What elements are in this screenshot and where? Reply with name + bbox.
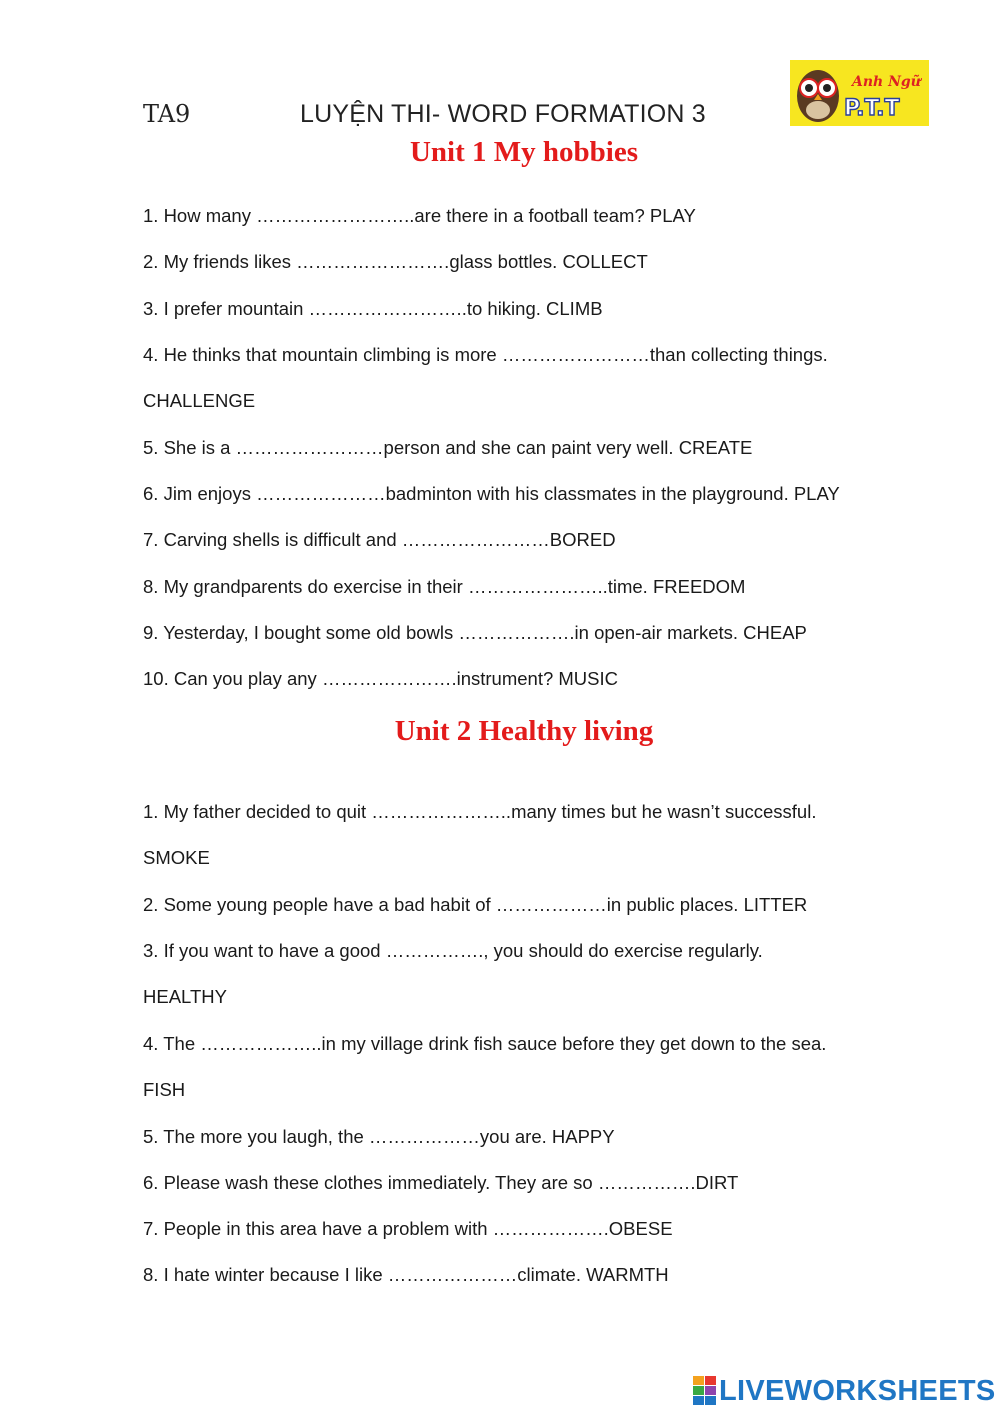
unit-2-title: Unit 2 Healthy living xyxy=(394,715,654,747)
unit-1-line: 10. Can you play any ………………….instrument? MUSIC xyxy=(143,668,618,689)
document-title: LUYỆN THI- WORD FORMATION 3 xyxy=(300,100,706,128)
unit-2-line: 3. If you want to have a good ……………., you should do exercise regularly. xyxy=(143,940,763,961)
unit-1-line: 6. Jim enjoys …………………badminton with his classmates in the playground. PLAY xyxy=(143,483,840,504)
unit-2-line: 5. The more you laugh, the ………………you are. HAPPY xyxy=(143,1126,615,1147)
owl-icon xyxy=(797,70,839,122)
logo-text-bottom: P.T.T xyxy=(844,96,900,121)
unit-2-line: 2. Some young people have a bad habit of ………………in public places. LITTER xyxy=(143,894,808,915)
unit-1-line: 8. My grandparents do exercise in their …………………..time. FREEDOM xyxy=(143,576,746,597)
unit-1-line: 5. She is a ……………………person and she can paint very well. CREATE xyxy=(143,437,753,458)
liveworksheets-icon xyxy=(693,1376,717,1406)
liveworksheets-brand[interactable] xyxy=(693,1374,996,1408)
unit-2-line: SMOKE xyxy=(143,847,210,868)
unit-1-line: CHALLENGE xyxy=(143,390,256,411)
unit-1-line: 3. I prefer mountain ……………………..to hiking. CLIMB xyxy=(143,298,603,319)
unit-2-line: 7. People in this area have a problem with ……………….OBESE xyxy=(143,1218,673,1239)
liveworksheets-text: LIVEWORKSHEETS xyxy=(719,1374,996,1407)
unit-2-line: HEALTHY xyxy=(143,986,227,1007)
unit-1-line: 1. How many ……………………..are there in a football team? PLAY xyxy=(143,205,696,226)
logo-text-top: Anh Ngữ xyxy=(852,74,921,90)
unit-1-line: 2. My friends likes …………………….glass bottles. COLLECT xyxy=(143,251,648,272)
document-code: TA9 xyxy=(143,100,191,128)
unit-2-line: 1. My father decided to quit …………………..many times but he wasn’t successful. xyxy=(143,801,817,822)
unit-1-line: 7. Carving shells is difficult and ……………………BORED xyxy=(143,529,616,550)
unit-1-line: 9. Yesterday, I bought some old bowls ……………….in open-air markets. CHEAP xyxy=(143,622,807,643)
unit-2-line: FISH xyxy=(143,1079,186,1100)
unit-1-line: 4. He thinks that mountain climbing is more ……………………than collecting things. xyxy=(143,344,828,365)
unit-2-line: 8. I hate winter because I like …………………climate. WARMTH xyxy=(143,1264,669,1285)
anh-ngu-ptt-logo xyxy=(790,60,929,126)
unit-1-title: Unit 1 My hobbies xyxy=(409,136,638,168)
unit-2-line: 4. The ………………..in my village drink fish sauce before they get down to the sea. xyxy=(143,1033,827,1054)
unit-2-line: 6. Please wash these clothes immediately. They are so …………….DIRT xyxy=(143,1172,739,1193)
